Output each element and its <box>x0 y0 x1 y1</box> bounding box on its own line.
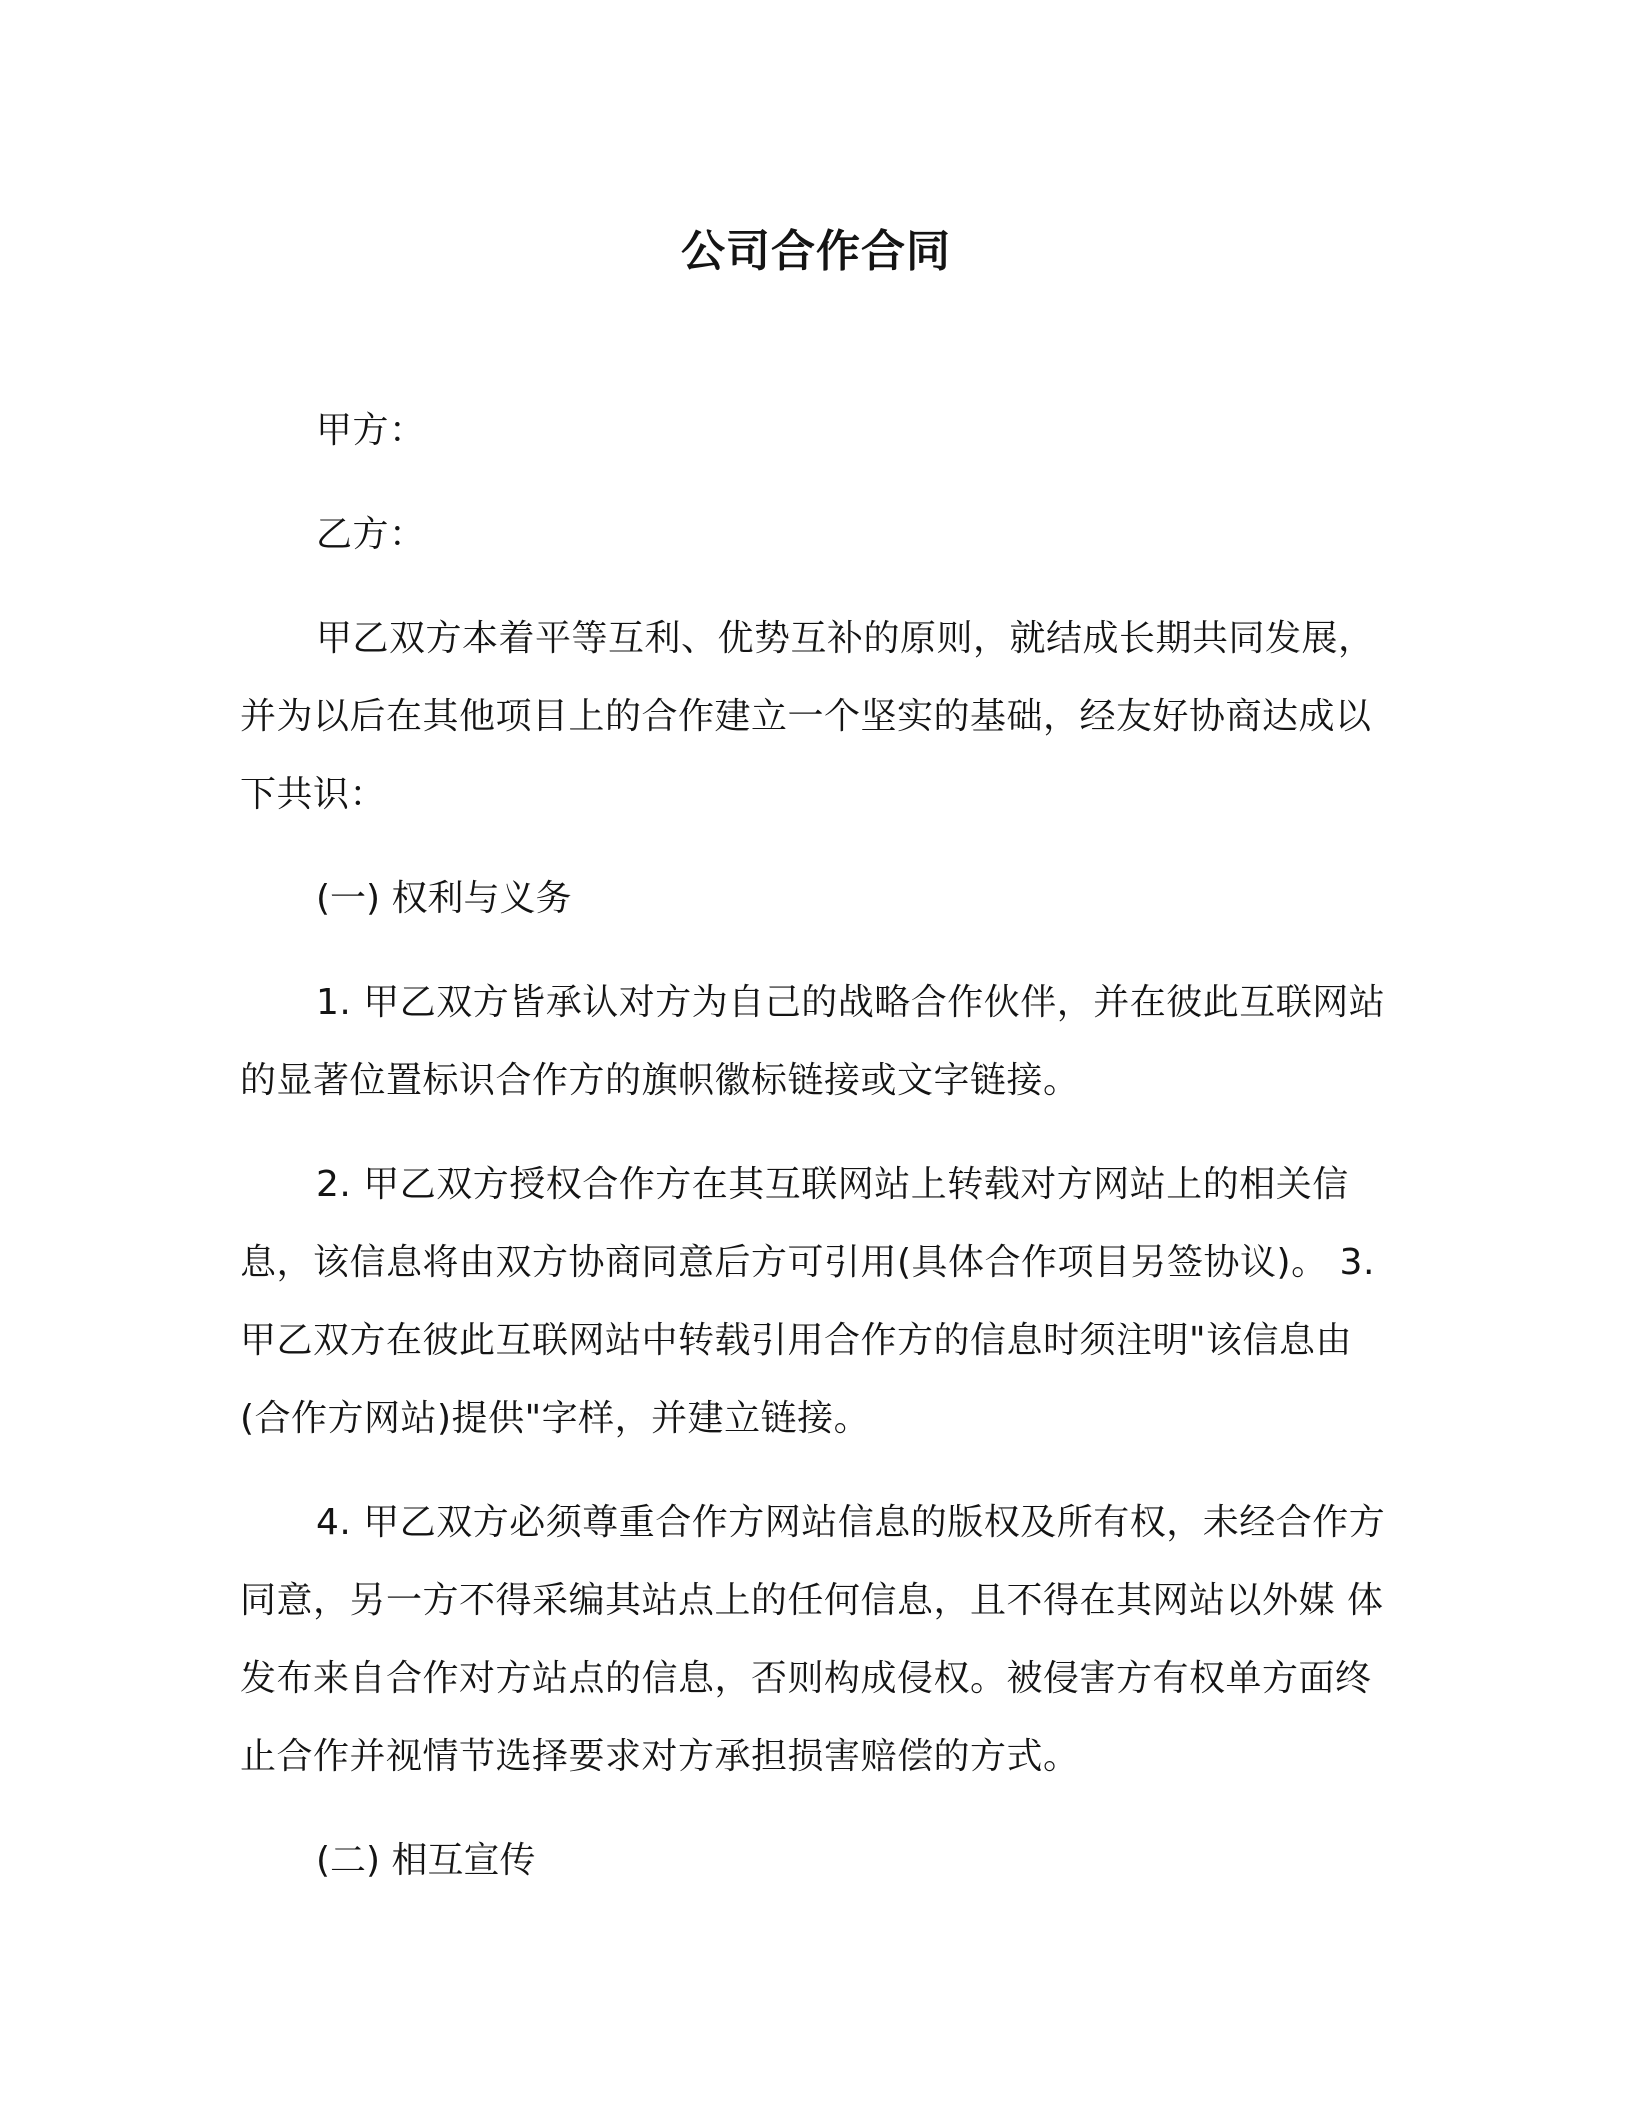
document-body <box>240 392 1400 1926</box>
section-heading-promotion: (二) 相互宣传 <box>316 1840 536 1881</box>
section-heading-rights: (一) 权利与义务 <box>316 878 572 919</box>
clause-4: 4. 甲乙双方必须尊重合作方网站信息的版权及所有权，未经合作方同意，另一方不得采编其站点上的任何信息，且不得在其网站以外媒 体发布来自合作对方站点的信息，否则构成侵权。被侵害方有权单方面终止合作并视情节选择要求对方承担损害赔偿的方式。 <box>240 1502 1386 1777</box>
clause-2-3: 2. 甲乙双方授权合作方在其互联网站上转载对方网站上的相关信息，该信息将由双方协商同意后方可引用(具体合作项目另签协议)。 3. 甲乙双方在彼此互联网站中转载引用合作方的信息时须注明"该信息由(合作方网站)提供"字样，并建立链接。 <box>240 1164 1375 1439</box>
party-b-line: 乙方： <box>316 514 426 555</box>
document-title: 公司合作合同 <box>681 226 951 277</box>
intro-paragraph: 甲乙双方本着平等互利、优势互补的原则，就结成长期共同发展，并为以后在其他项目上的合作建立一个坚实的基础，经友好协商达成以下共识： <box>240 618 1375 815</box>
clause-1: 1. 甲乙双方皆承认对方为自己的战略合作伙伴，并在彼此互联网站的显著位置标识合作方的旗帜徽标链接或文字链接。 <box>240 982 1386 1101</box>
party-a-line: 甲方： <box>316 410 426 451</box>
